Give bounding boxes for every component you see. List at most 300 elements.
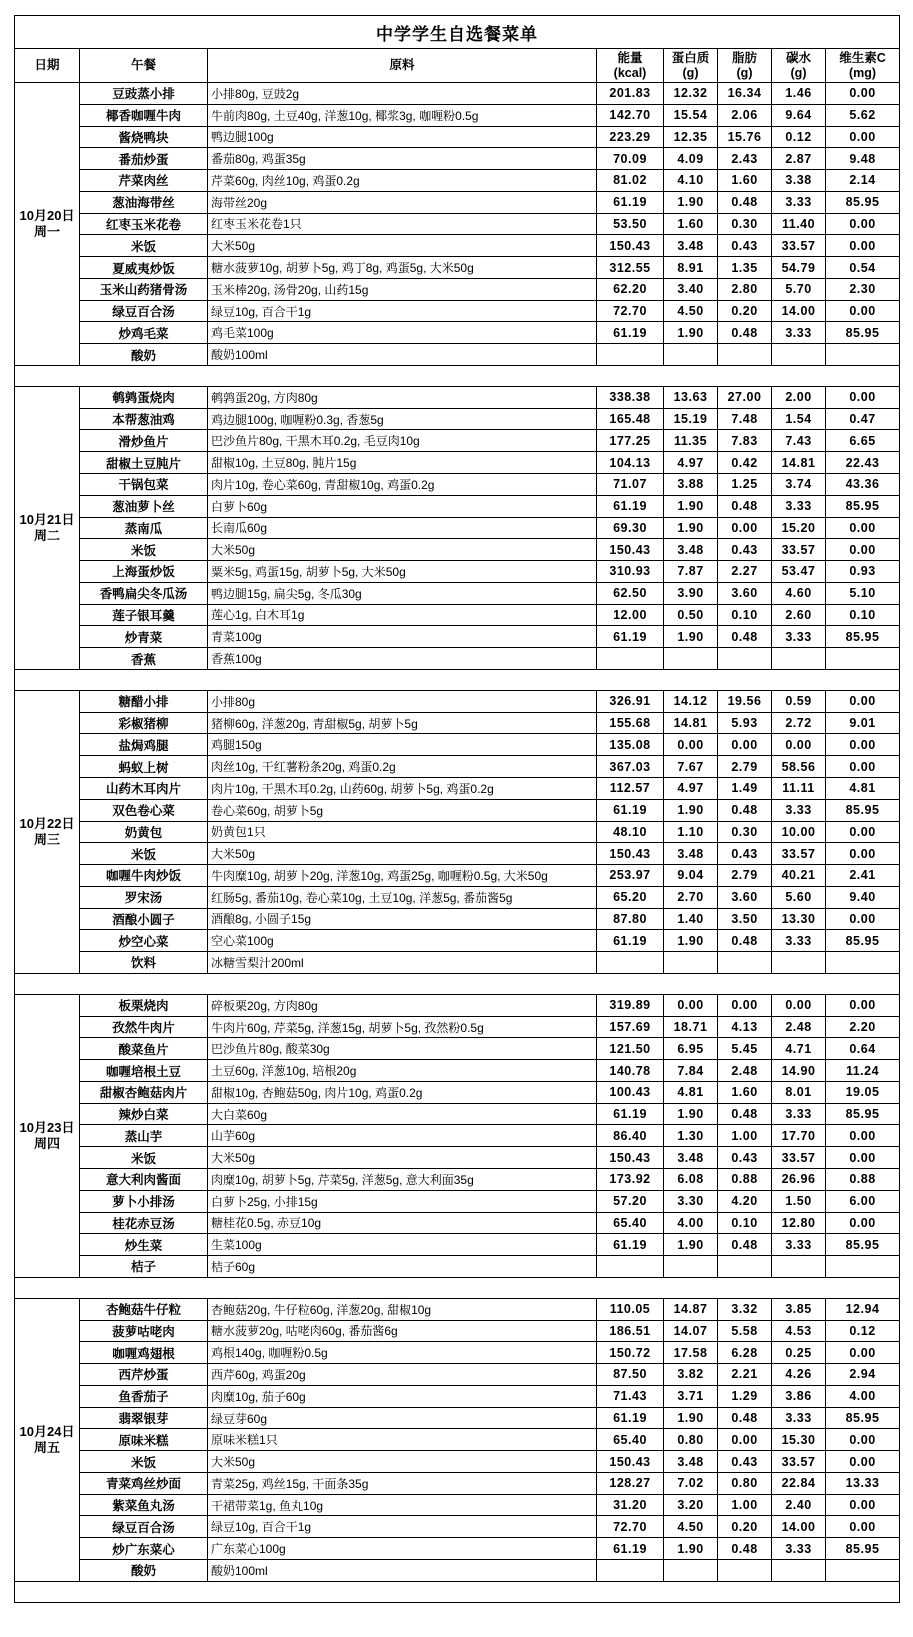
dish-name: 咖喱培根土豆 — [80, 1060, 208, 1082]
protein-value — [664, 952, 718, 974]
protein-value: 1.90 — [664, 495, 718, 517]
carbs-value: 53.47 — [772, 561, 826, 583]
menu-row — [15, 1234, 900, 1256]
fat-value: 0.00 — [718, 994, 772, 1016]
energy-value: 61.19 — [597, 1234, 664, 1256]
menu-row — [15, 1364, 900, 1386]
fat-value: 2.79 — [718, 756, 772, 778]
carbs-value: 15.20 — [772, 517, 826, 539]
menu-row — [15, 539, 900, 561]
menu-row — [15, 734, 900, 756]
fat-value: 1.25 — [718, 474, 772, 496]
ingredients: 大米50g — [208, 539, 597, 561]
carbs-value: 3.74 — [772, 474, 826, 496]
weekday-text: 周五 — [33, 1439, 60, 1455]
protein-value: 1.90 — [664, 930, 718, 952]
fat-value: 0.48 — [718, 322, 772, 344]
menu-row — [15, 1494, 900, 1516]
fat-value: 0.48 — [718, 799, 772, 821]
protein-value: 4.81 — [664, 1081, 718, 1103]
carbs-value: 4.60 — [772, 582, 826, 604]
day-separator-cell — [15, 365, 900, 386]
carbs-value: 14.81 — [772, 452, 826, 474]
ingredients: 小排80g — [208, 690, 597, 712]
fat-value: 0.00 — [718, 734, 772, 756]
fat-value — [718, 1560, 772, 1582]
fat-value: 1.29 — [718, 1385, 772, 1407]
ingredients: 长南瓜60g — [208, 517, 597, 539]
ingredients: 大米50g — [208, 843, 597, 865]
carbs-value — [772, 1560, 826, 1582]
menu-row — [15, 1103, 900, 1125]
energy-value: 65.40 — [597, 1429, 664, 1451]
column-header-row — [15, 49, 900, 83]
dish-name: 糖醋小排 — [80, 690, 208, 712]
vitamin-c-value: 0.54 — [826, 257, 900, 279]
col-header-energy-label: 能量 — [617, 50, 643, 65]
carbs-value: 4.53 — [772, 1320, 826, 1342]
ingredients: 绿豆芽60g — [208, 1407, 597, 1429]
carbs-value: 3.33 — [772, 1103, 826, 1125]
ingredients: 卷心菜60g, 胡萝卜5g — [208, 799, 597, 821]
menu-row — [15, 386, 900, 408]
vitamin-c-value: 0.00 — [826, 1494, 900, 1516]
protein-value: 0.00 — [664, 994, 718, 1016]
ingredients: 山芋60g — [208, 1125, 597, 1147]
vitamin-c-value — [826, 1560, 900, 1582]
vitamin-c-value: 6.65 — [826, 430, 900, 452]
menu-row — [15, 1168, 900, 1190]
vitamin-c-value: 0.00 — [826, 734, 900, 756]
dish-name: 蚂蚁上树 — [80, 756, 208, 778]
carbs-value: 2.87 — [772, 148, 826, 170]
dish-name: 翡翠银芽 — [80, 1407, 208, 1429]
dish-name: 上海蛋炒饭 — [80, 561, 208, 583]
vitamin-c-value: 0.00 — [826, 908, 900, 930]
dish-name: 干锅包菜 — [80, 474, 208, 496]
carbs-value — [772, 648, 826, 670]
carbs-value: 0.59 — [772, 690, 826, 712]
vitamin-c-value: 0.00 — [826, 1212, 900, 1234]
carbs-value: 10.00 — [772, 821, 826, 843]
weekday-text: 周一 — [33, 223, 60, 239]
menu-row — [15, 1342, 900, 1364]
dish-name: 咖喱牛肉炒饭 — [80, 865, 208, 887]
menu-row — [15, 83, 900, 105]
dish-name: 酸奶 — [80, 344, 208, 366]
date-cell — [15, 83, 80, 366]
carbs-value: 12.80 — [772, 1212, 826, 1234]
dish-name: 鱼香茄子 — [80, 1385, 208, 1407]
menu-row — [15, 213, 900, 235]
vitamin-c-value: 85.95 — [826, 1538, 900, 1560]
carbs-value: 4.26 — [772, 1364, 826, 1386]
fat-value: 2.27 — [718, 561, 772, 583]
protein-value — [664, 648, 718, 670]
ingredients: 甜椒10g, 土豆80g, 肫片15g — [208, 452, 597, 474]
vitamin-c-value: 0.00 — [826, 821, 900, 843]
menu-row — [15, 930, 900, 952]
ingredients: 巴沙鱼片80g, 干黑木耳0.2g, 毛豆肉10g — [208, 430, 597, 452]
title-row — [15, 16, 900, 49]
menu-row — [15, 952, 900, 974]
dish-name: 米饭 — [80, 1147, 208, 1169]
dish-name: 鹌鹑蛋烧肉 — [80, 386, 208, 408]
carbs-value: 33.57 — [772, 1147, 826, 1169]
energy-value: 62.50 — [597, 582, 664, 604]
ingredients: 大米50g — [208, 1147, 597, 1169]
menu-row — [15, 756, 900, 778]
ingredients: 肉糜10g, 胡萝卜5g, 芹菜5g, 洋葱5g, 意大利面35g — [208, 1168, 597, 1190]
carbs-value: 7.43 — [772, 430, 826, 452]
page-title: 中学学生自选餐菜单 — [15, 16, 900, 49]
energy-value — [597, 344, 664, 366]
ingredients: 青菜100g — [208, 626, 597, 648]
carbs-value: 54.79 — [772, 257, 826, 279]
vitamin-c-value: 0.00 — [826, 1516, 900, 1538]
ingredients: 香蕉100g — [208, 648, 597, 670]
ingredients: 杏鲍菇20g, 牛仔粒60g, 洋葱20g, 甜椒10g — [208, 1298, 597, 1320]
date-cell — [15, 690, 80, 973]
fat-value: 0.48 — [718, 930, 772, 952]
protein-value: 15.54 — [664, 104, 718, 126]
fat-value: 0.48 — [718, 626, 772, 648]
carbs-value: 3.33 — [772, 322, 826, 344]
carbs-value: 3.86 — [772, 1385, 826, 1407]
dish-name: 绿豆百合汤 — [80, 300, 208, 322]
carbs-value: 17.70 — [772, 1125, 826, 1147]
energy-value: 87.80 — [597, 908, 664, 930]
vitamin-c-value: 9.01 — [826, 712, 900, 734]
col-header-energy — [597, 49, 664, 83]
carbs-value: 3.33 — [772, 1538, 826, 1560]
menu-row — [15, 1125, 900, 1147]
ingredients: 鸡腿150g — [208, 734, 597, 756]
energy-value: 61.19 — [597, 495, 664, 517]
protein-value: 1.10 — [664, 821, 718, 843]
fat-value: 0.30 — [718, 821, 772, 843]
ingredients: 肉片10g, 卷心菜60g, 青甜椒10g, 鸡蛋0.2g — [208, 474, 597, 496]
energy-value: 61.19 — [597, 1407, 664, 1429]
col-header-protein-unit: (g) — [682, 65, 699, 80]
menu-row — [15, 1298, 900, 1320]
dish-name: 香鸭扁尖冬瓜汤 — [80, 582, 208, 604]
fat-value: 0.48 — [718, 191, 772, 213]
energy-value: 150.43 — [597, 843, 664, 865]
carbs-value: 14.00 — [772, 300, 826, 322]
vitamin-c-value: 43.36 — [826, 474, 900, 496]
carbs-value: 5.60 — [772, 886, 826, 908]
protein-value: 1.90 — [664, 517, 718, 539]
protein-value: 3.90 — [664, 582, 718, 604]
energy-value: 142.70 — [597, 104, 664, 126]
ingredients: 鸭边腿15g, 扁尖5g, 冬瓜30g — [208, 582, 597, 604]
protein-value: 4.97 — [664, 452, 718, 474]
vitamin-c-value: 0.00 — [826, 1147, 900, 1169]
vitamin-c-value: 11.24 — [826, 1060, 900, 1082]
fat-value: 0.48 — [718, 1103, 772, 1125]
ingredients: 冰糖雪梨汁200ml — [208, 952, 597, 974]
energy-value: 65.40 — [597, 1212, 664, 1234]
ingredients: 牛前肉80g, 土豆40g, 洋葱10g, 椰浆3g, 咖喱粉0.5g — [208, 104, 597, 126]
carbs-value: 33.57 — [772, 1451, 826, 1473]
energy-value: 253.97 — [597, 865, 664, 887]
fat-value: 3.60 — [718, 582, 772, 604]
energy-value — [597, 1560, 664, 1582]
protein-value: 1.90 — [664, 322, 718, 344]
carbs-value: 4.71 — [772, 1038, 826, 1060]
carbs-value — [772, 344, 826, 366]
carbs-value — [772, 952, 826, 974]
carbs-value: 3.33 — [772, 930, 826, 952]
dish-name: 桂花赤豆汤 — [80, 1212, 208, 1234]
vitamin-c-value — [826, 648, 900, 670]
col-header-date: 日期 — [15, 49, 80, 83]
fat-value: 2.48 — [718, 1060, 772, 1082]
protein-value: 3.82 — [664, 1364, 718, 1386]
vitamin-c-value: 0.00 — [826, 1429, 900, 1451]
menu-table-body — [15, 83, 900, 1603]
fat-value: 2.21 — [718, 1364, 772, 1386]
dish-name: 炒鸡毛菜 — [80, 322, 208, 344]
dish-name: 甜椒土豆肫片 — [80, 452, 208, 474]
menu-row — [15, 648, 900, 670]
energy-value: 61.19 — [597, 322, 664, 344]
protein-value: 4.00 — [664, 1212, 718, 1234]
energy-value: 150.72 — [597, 1342, 664, 1364]
carbs-value: 2.72 — [772, 712, 826, 734]
day-separator-row — [15, 669, 900, 690]
menu-row — [15, 474, 900, 496]
energy-value: 157.69 — [597, 1016, 664, 1038]
menu-row — [15, 777, 900, 799]
col-header-fat-unit: (g) — [736, 65, 753, 80]
fat-value: 1.49 — [718, 777, 772, 799]
vitamin-c-value: 19.05 — [826, 1081, 900, 1103]
dish-name: 豆豉蒸小排 — [80, 83, 208, 105]
menu-row — [15, 104, 900, 126]
menu-row — [15, 452, 900, 474]
carbs-value: 26.96 — [772, 1168, 826, 1190]
dish-name: 玉米山药猪骨汤 — [80, 278, 208, 300]
carbs-value: 22.84 — [772, 1472, 826, 1494]
fat-value: 4.13 — [718, 1016, 772, 1038]
protein-value: 2.70 — [664, 886, 718, 908]
vitamin-c-value: 0.00 — [826, 994, 900, 1016]
energy-value: 61.19 — [597, 1538, 664, 1560]
protein-value: 0.80 — [664, 1429, 718, 1451]
energy-value: 173.92 — [597, 1168, 664, 1190]
fat-value: 7.48 — [718, 408, 772, 430]
dish-name: 桔子 — [80, 1256, 208, 1278]
carbs-value: 3.33 — [772, 1407, 826, 1429]
carbs-value: 33.57 — [772, 539, 826, 561]
protein-value: 18.71 — [664, 1016, 718, 1038]
fat-value: 1.35 — [718, 257, 772, 279]
dish-name: 甜椒杏鲍菇肉片 — [80, 1081, 208, 1103]
weekday-text: 周四 — [33, 1135, 60, 1151]
menu-row — [15, 322, 900, 344]
menu-row — [15, 1212, 900, 1234]
dish-name: 双色卷心菜 — [80, 799, 208, 821]
energy-value: 53.50 — [597, 213, 664, 235]
vitamin-c-value: 0.00 — [826, 300, 900, 322]
col-header-fat-label: 脂肪 — [731, 50, 757, 65]
protein-value: 4.97 — [664, 777, 718, 799]
fat-value: 0.48 — [718, 495, 772, 517]
protein-value: 14.87 — [664, 1298, 718, 1320]
carbs-value: 58.56 — [772, 756, 826, 778]
dish-name: 炒生菜 — [80, 1234, 208, 1256]
ingredients: 奶黄包1只 — [208, 821, 597, 843]
energy-value: 177.25 — [597, 430, 664, 452]
day-separator-row — [15, 1581, 900, 1602]
menu-row — [15, 517, 900, 539]
fat-value: 1.60 — [718, 1081, 772, 1103]
energy-value — [597, 952, 664, 974]
energy-value: 70.09 — [597, 148, 664, 170]
menu-row — [15, 191, 900, 213]
vitamin-c-value: 0.00 — [826, 690, 900, 712]
vitamin-c-value: 9.40 — [826, 886, 900, 908]
dish-name: 香蕉 — [80, 648, 208, 670]
ingredients: 糖水菠萝20g, 咕咾肉60g, 番茄酱6g — [208, 1320, 597, 1342]
energy-value: 310.93 — [597, 561, 664, 583]
fat-value: 0.10 — [718, 1212, 772, 1234]
col-header-protein-label: 蛋白质 — [671, 50, 710, 65]
menu-row — [15, 1256, 900, 1278]
menu-row — [15, 1407, 900, 1429]
dish-name: 酸菜鱼片 — [80, 1038, 208, 1060]
ingredients: 巴沙鱼片80g, 酸菜30g — [208, 1038, 597, 1060]
menu-row — [15, 690, 900, 712]
dish-name: 板栗烧肉 — [80, 994, 208, 1016]
protein-value: 8.91 — [664, 257, 718, 279]
dish-name: 西芹炒蛋 — [80, 1364, 208, 1386]
vitamin-c-value: 0.47 — [826, 408, 900, 430]
menu-row — [15, 1147, 900, 1169]
ingredients: 肉丝10g, 干红薯粉条20g, 鸡蛋0.2g — [208, 756, 597, 778]
vitamin-c-value: 0.00 — [826, 539, 900, 561]
fat-value: 16.34 — [718, 83, 772, 105]
carbs-value: 1.54 — [772, 408, 826, 430]
protein-value: 7.87 — [664, 561, 718, 583]
ingredients: 桔子60g — [208, 1256, 597, 1278]
vitamin-c-value: 2.94 — [826, 1364, 900, 1386]
carbs-value: 33.57 — [772, 843, 826, 865]
ingredients: 猪柳60g, 洋葱20g, 青甜椒5g, 胡萝卜5g — [208, 712, 597, 734]
carbs-value: 2.48 — [772, 1016, 826, 1038]
vitamin-c-value: 85.95 — [826, 799, 900, 821]
dish-name: 葱油海带丝 — [80, 191, 208, 213]
fat-value: 6.28 — [718, 1342, 772, 1364]
menu-row — [15, 1516, 900, 1538]
energy-value: 65.20 — [597, 886, 664, 908]
fat-value — [718, 344, 772, 366]
protein-value: 9.04 — [664, 865, 718, 887]
fat-value: 0.00 — [718, 1429, 772, 1451]
dish-name: 罗宋汤 — [80, 886, 208, 908]
menu-row — [15, 1038, 900, 1060]
fat-value — [718, 648, 772, 670]
vitamin-c-value: 22.43 — [826, 452, 900, 474]
protein-value: 3.48 — [664, 843, 718, 865]
menu-row — [15, 821, 900, 843]
vitamin-c-value: 85.95 — [826, 322, 900, 344]
carbs-value: 3.33 — [772, 1234, 826, 1256]
fat-value: 0.43 — [718, 235, 772, 257]
energy-value: 121.50 — [597, 1038, 664, 1060]
protein-value: 7.02 — [664, 1472, 718, 1494]
vitamin-c-value — [826, 952, 900, 974]
ingredients: 小排80g, 豆豉2g — [208, 83, 597, 105]
date-text: 10月24日 — [19, 1423, 75, 1439]
vitamin-c-value — [826, 344, 900, 366]
energy-value: 61.19 — [597, 930, 664, 952]
menu-row — [15, 1320, 900, 1342]
protein-value: 14.12 — [664, 690, 718, 712]
ingredients: 原味米糕1只 — [208, 1429, 597, 1451]
energy-value: 71.43 — [597, 1385, 664, 1407]
dish-name: 米饭 — [80, 843, 208, 865]
energy-value: 61.19 — [597, 1103, 664, 1125]
fat-value: 3.50 — [718, 908, 772, 930]
energy-value: 61.19 — [597, 626, 664, 648]
protein-value: 1.90 — [664, 1407, 718, 1429]
carbs-value: 5.70 — [772, 278, 826, 300]
col-header-vitamin-c-unit: (mg) — [848, 65, 877, 80]
carbs-value: 0.12 — [772, 126, 826, 148]
carbs-value: 14.00 — [772, 1516, 826, 1538]
menu-row — [15, 1190, 900, 1212]
energy-value: 367.03 — [597, 756, 664, 778]
vitamin-c-value: 12.94 — [826, 1298, 900, 1320]
vitamin-c-value: 0.00 — [826, 756, 900, 778]
dish-name: 米饭 — [80, 1451, 208, 1473]
menu-table — [14, 15, 900, 1603]
menu-row — [15, 843, 900, 865]
energy-value: 223.29 — [597, 126, 664, 148]
dish-name: 莲子银耳羹 — [80, 604, 208, 626]
vitamin-c-value: 85.95 — [826, 626, 900, 648]
ingredients: 生菜100g — [208, 1234, 597, 1256]
fat-value: 19.56 — [718, 690, 772, 712]
dish-name: 葱油萝卜丝 — [80, 495, 208, 517]
fat-value: 0.88 — [718, 1168, 772, 1190]
dish-name: 芹菜肉丝 — [80, 170, 208, 192]
carbs-value: 0.25 — [772, 1342, 826, 1364]
fat-value: 5.45 — [718, 1038, 772, 1060]
dish-name: 绿豆百合汤 — [80, 1516, 208, 1538]
menu-row — [15, 408, 900, 430]
dish-name: 紫菜鱼丸汤 — [80, 1494, 208, 1516]
dish-name: 彩椒猪柳 — [80, 712, 208, 734]
protein-value: 3.30 — [664, 1190, 718, 1212]
col-header-energy-unit: (kcal) — [613, 65, 647, 80]
fat-value: 1.00 — [718, 1125, 772, 1147]
fat-value: 0.20 — [718, 300, 772, 322]
protein-value: 0.50 — [664, 604, 718, 626]
ingredients: 白萝卜25g, 小排15g — [208, 1190, 597, 1212]
energy-value — [597, 1256, 664, 1278]
dish-name: 蒸南瓜 — [80, 517, 208, 539]
protein-value: 12.32 — [664, 83, 718, 105]
fat-value: 2.06 — [718, 104, 772, 126]
protein-value: 1.40 — [664, 908, 718, 930]
carbs-value: 2.00 — [772, 386, 826, 408]
protein-value: 3.48 — [664, 235, 718, 257]
vitamin-c-value: 0.93 — [826, 561, 900, 583]
